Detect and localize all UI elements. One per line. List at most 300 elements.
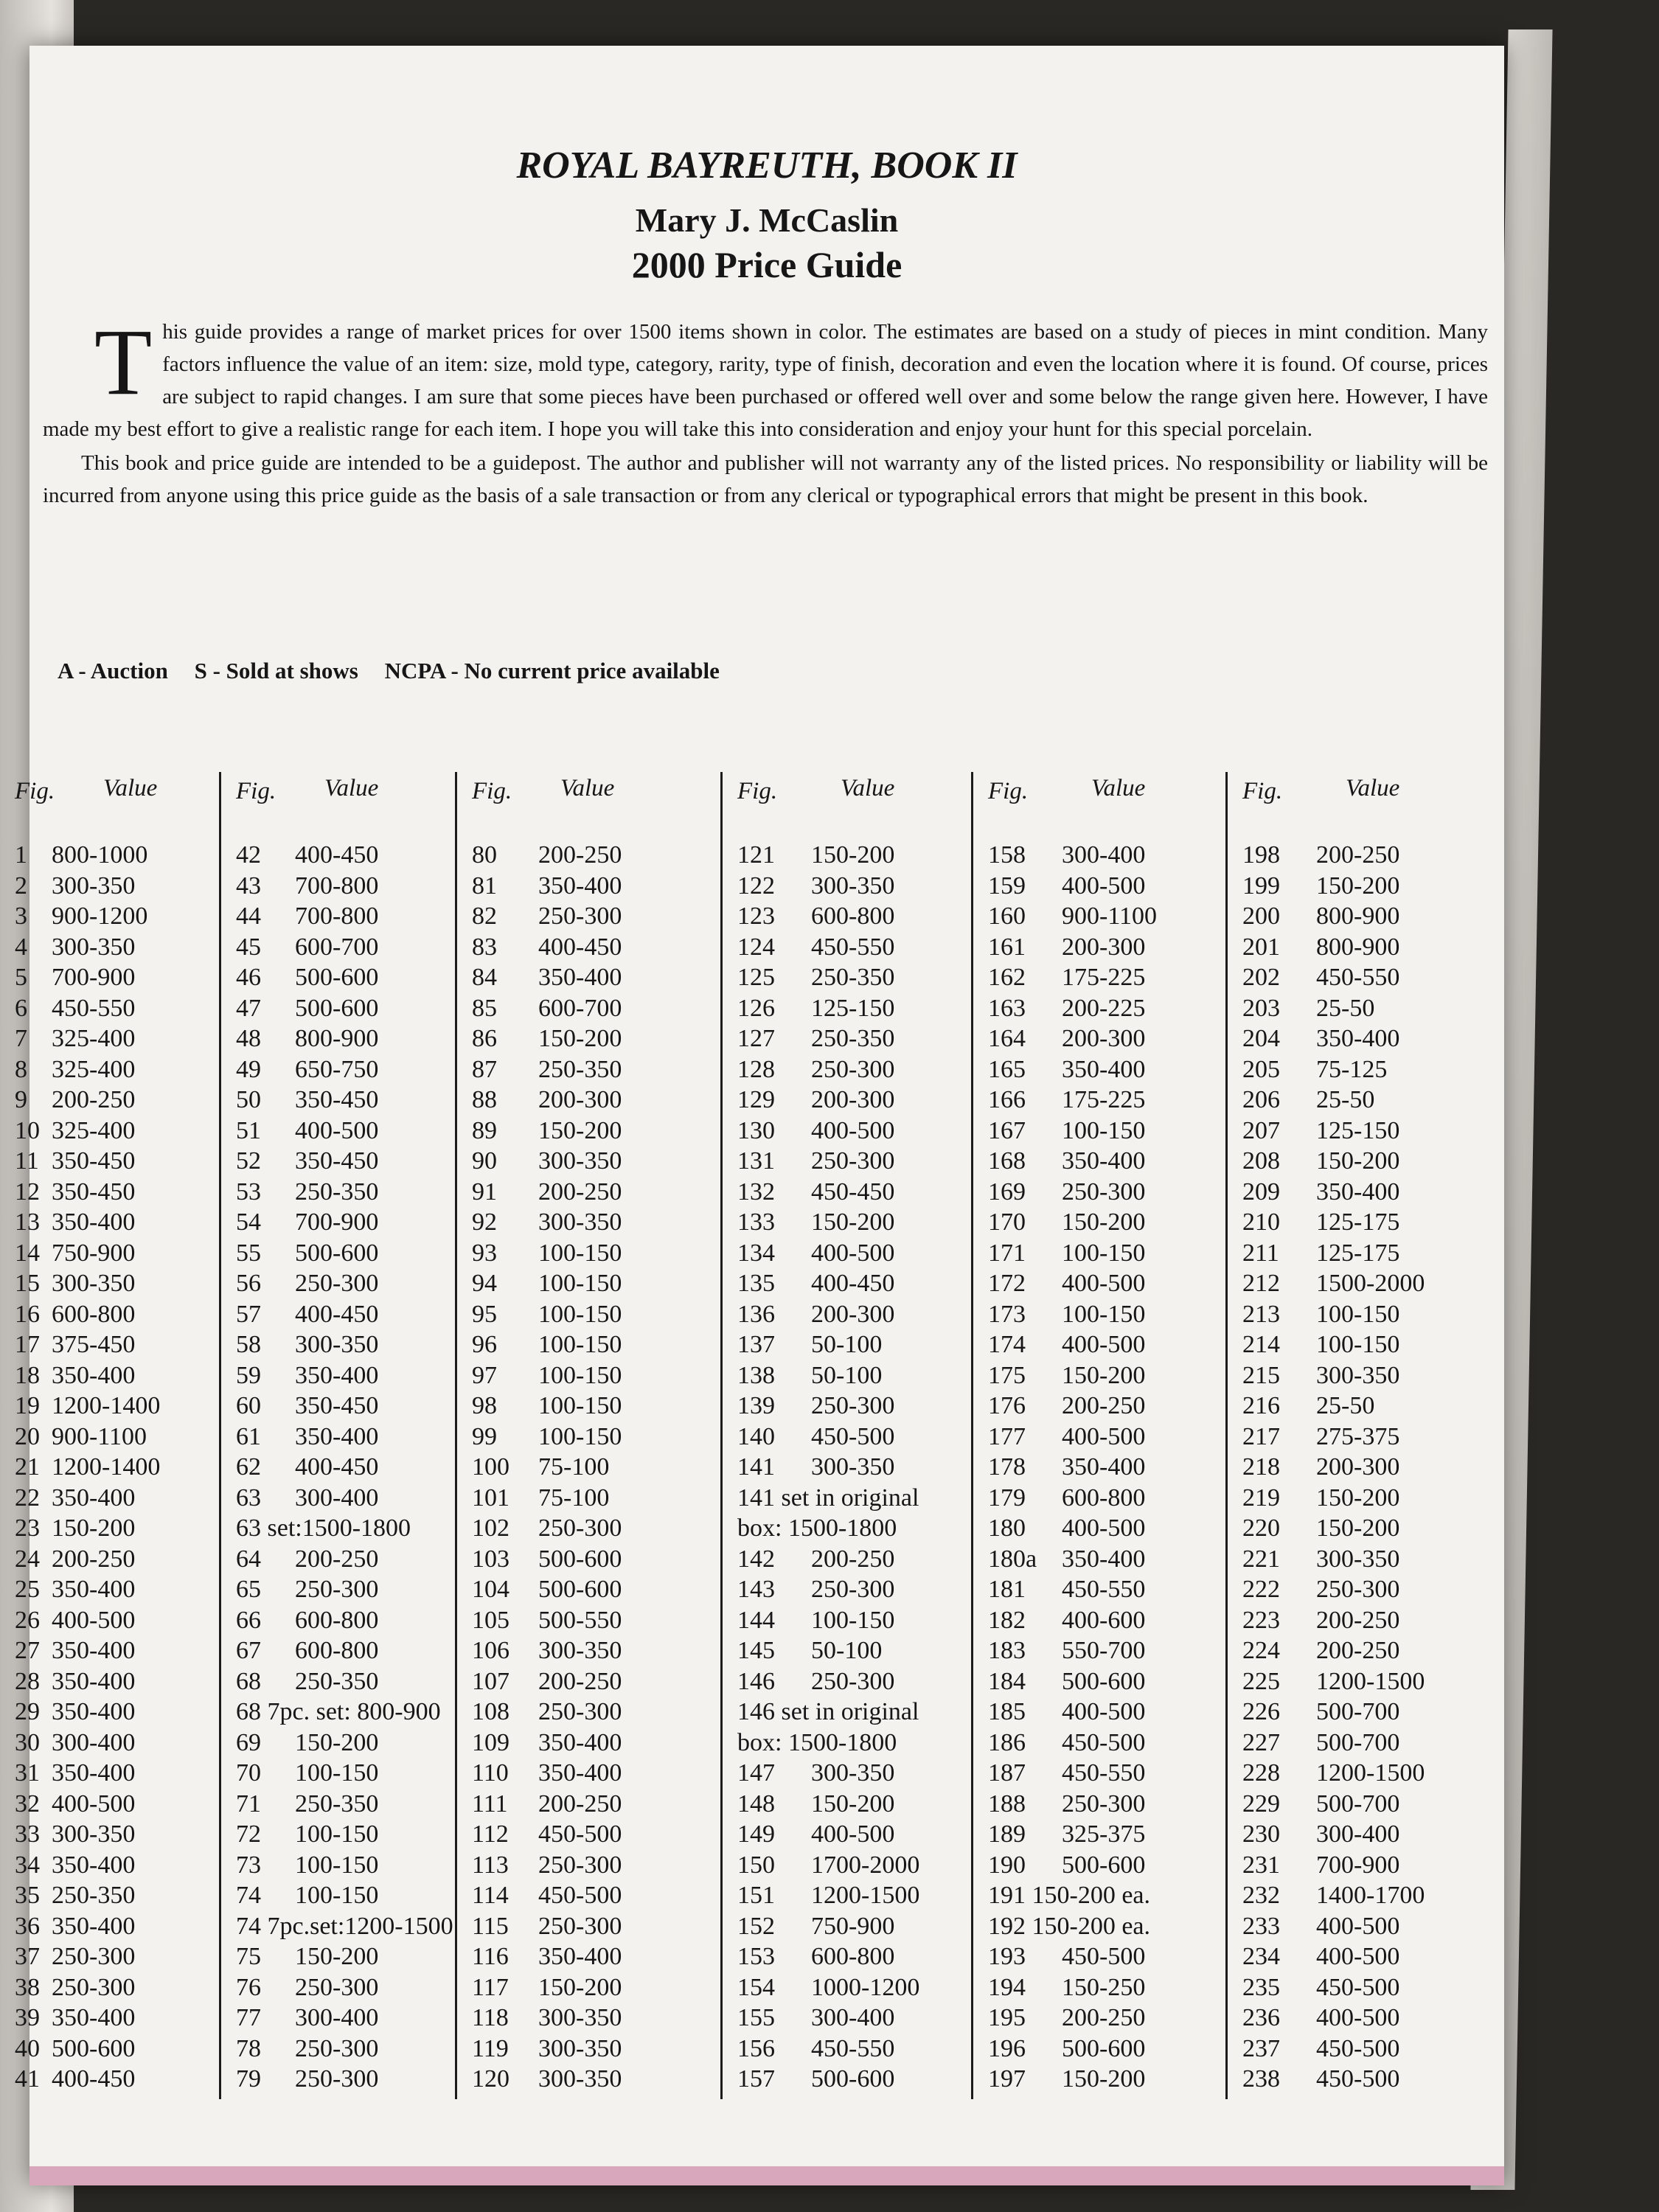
fig-header: Fig. bbox=[737, 778, 778, 804]
price-value: 500-600 bbox=[538, 1576, 622, 1603]
price-value: 1200-1500 bbox=[1316, 1759, 1425, 1787]
fig-number: 180 bbox=[988, 1514, 1026, 1542]
price-value: 1400-1700 bbox=[1316, 1882, 1425, 1909]
fig-number: 64 bbox=[236, 1545, 261, 1573]
fig-number: 97 bbox=[472, 1361, 497, 1389]
table-row bbox=[723, 1207, 973, 1238]
fig-number: 93 bbox=[472, 1239, 497, 1267]
price-value: 450-550 bbox=[1062, 1759, 1146, 1787]
table-row bbox=[723, 1789, 973, 1820]
fig-number: 78 bbox=[236, 2034, 261, 2062]
price-value: 350-400 bbox=[538, 1728, 622, 1756]
table-row bbox=[0, 1880, 221, 1911]
table-row bbox=[973, 901, 1228, 932]
table-row bbox=[221, 993, 457, 1024]
fig-number: 43 bbox=[236, 872, 261, 900]
price-value: 200-250 bbox=[1316, 841, 1400, 869]
price-value: 150-200 bbox=[1062, 2065, 1146, 2093]
fig-number: 172 bbox=[988, 1270, 1026, 1297]
fig-header: Fig. bbox=[988, 778, 1029, 804]
price-value: 450-500 bbox=[1062, 1943, 1146, 1970]
price-value: 350-400 bbox=[538, 872, 622, 900]
price-value: 600-800 bbox=[811, 902, 895, 930]
column-header bbox=[221, 772, 457, 816]
table-row bbox=[0, 1329, 221, 1360]
fig-number: 108 bbox=[472, 1698, 509, 1725]
price-value: 400-600 bbox=[1062, 1606, 1146, 1634]
fig-number: 98 bbox=[472, 1392, 497, 1419]
price-value: 350-400 bbox=[1062, 1055, 1146, 1083]
fig-number: 189 bbox=[988, 1820, 1026, 1848]
table-row bbox=[723, 1972, 973, 2003]
price-value: 350-400 bbox=[1316, 1025, 1400, 1052]
table-row bbox=[973, 1605, 1228, 1636]
fig-number: 130 bbox=[737, 1116, 775, 1144]
price-value: 150-200 bbox=[295, 1943, 379, 1970]
table-row bbox=[973, 1819, 1228, 1850]
fig-number: 94 bbox=[472, 1270, 497, 1297]
fig-number: 182 bbox=[988, 1606, 1026, 1634]
fig-number: 67 bbox=[236, 1637, 261, 1664]
table-row bbox=[723, 1177, 973, 1208]
price-value: 200-250 bbox=[1316, 1606, 1400, 1634]
fig-number: 164 bbox=[988, 1025, 1026, 1052]
table-row bbox=[457, 1268, 723, 1299]
table-row bbox=[723, 1911, 973, 1942]
table-row bbox=[0, 1268, 221, 1299]
fig-number: 197 bbox=[988, 2065, 1026, 2093]
fig-number: 179 bbox=[988, 1484, 1026, 1512]
fig-number: 91 bbox=[472, 1178, 497, 1206]
fig-number: 174 bbox=[988, 1331, 1026, 1358]
fig-header: Fig. bbox=[1242, 778, 1283, 804]
price-value: 350-400 bbox=[295, 1422, 379, 1450]
fig-number: 200 bbox=[1242, 902, 1280, 930]
fig-number: 111 bbox=[472, 1790, 508, 1818]
table-row bbox=[221, 1605, 457, 1636]
table-row bbox=[221, 1116, 457, 1147]
table-row bbox=[723, 1605, 973, 1636]
table-row bbox=[0, 1146, 221, 1177]
table-row bbox=[1228, 1452, 1471, 1483]
table-row bbox=[221, 1422, 457, 1453]
fig-number: 222 bbox=[1242, 1576, 1280, 1603]
fig-number: 41 bbox=[15, 2065, 40, 2093]
price-value: 200-250 bbox=[538, 1667, 622, 1695]
fig-number: 142 bbox=[737, 1545, 775, 1573]
fig-number: 79 bbox=[236, 2065, 261, 2093]
table-row bbox=[973, 1697, 1228, 1728]
price-value: 250-350 bbox=[811, 964, 895, 991]
set-note: 146 set in original bbox=[737, 1698, 919, 1725]
price-value: 200-300 bbox=[1316, 1453, 1400, 1481]
table-row bbox=[973, 1941, 1228, 1972]
fig-number: 139 bbox=[737, 1392, 775, 1419]
set-note: 192 150-200 ea. bbox=[988, 1912, 1151, 1940]
fig-number: 168 bbox=[988, 1147, 1026, 1175]
price-value: 800-900 bbox=[1316, 933, 1400, 961]
price-value: 150-200 bbox=[295, 1728, 379, 1756]
price-value: 250-300 bbox=[811, 1667, 895, 1695]
fig-number: 101 bbox=[472, 1484, 509, 1512]
fig-number: 231 bbox=[1242, 1851, 1280, 1879]
table-row bbox=[221, 871, 457, 902]
fig-number: 203 bbox=[1242, 994, 1280, 1022]
table-row bbox=[0, 1054, 221, 1085]
fig-number: 163 bbox=[988, 994, 1026, 1022]
price-value: 200-300 bbox=[538, 1086, 622, 1113]
price-value: 450-500 bbox=[1316, 2034, 1400, 2062]
price-value: 300-350 bbox=[811, 1759, 895, 1787]
price-value: 200-250 bbox=[1062, 2004, 1146, 2031]
table-row bbox=[457, 1697, 723, 1728]
price-value: 125-175 bbox=[1316, 1208, 1400, 1236]
table-row bbox=[1228, 1329, 1471, 1360]
fig-number: 160 bbox=[988, 902, 1026, 930]
fig-number: 95 bbox=[472, 1300, 497, 1328]
price-value: 200-300 bbox=[1062, 1025, 1146, 1052]
intro-paragraph-1 bbox=[43, 310, 1488, 445]
table-row bbox=[221, 2064, 457, 2095]
price-value: 500-600 bbox=[538, 1545, 622, 1573]
price-value: 450-550 bbox=[52, 994, 136, 1022]
table-row bbox=[221, 1728, 457, 1759]
fig-number: 195 bbox=[988, 2004, 1026, 2031]
price-value: 100-150 bbox=[295, 1851, 379, 1879]
fig-number: 31 bbox=[15, 1759, 40, 1787]
table-row bbox=[221, 1544, 457, 1575]
price-value: 250-300 bbox=[295, 2065, 379, 2093]
fig-number: 206 bbox=[1242, 1086, 1280, 1113]
price-value: 150-200 bbox=[811, 1208, 895, 1236]
table-row bbox=[457, 901, 723, 932]
fig-header: Fig. bbox=[236, 778, 276, 804]
table-row bbox=[1228, 1789, 1471, 1820]
fig-number: 112 bbox=[472, 1820, 509, 1848]
table-row bbox=[723, 1941, 973, 1972]
fig-number: 69 bbox=[236, 1728, 261, 1756]
table-row bbox=[973, 1483, 1228, 1514]
set-note: 74 7pc.set:1200-1500 bbox=[236, 1912, 453, 1940]
price-value: 250-300 bbox=[52, 1943, 136, 1970]
price-value: 400-500 bbox=[811, 1116, 895, 1144]
table-row bbox=[221, 1758, 457, 1789]
table-row bbox=[1228, 1238, 1471, 1269]
table-row bbox=[0, 1941, 221, 1972]
table-row bbox=[973, 962, 1228, 993]
price-value: 350-400 bbox=[52, 1361, 136, 1389]
table-row bbox=[973, 1023, 1228, 1054]
fig-number: 27 bbox=[15, 1637, 40, 1664]
table-row bbox=[457, 1452, 723, 1483]
fig-number: 36 bbox=[15, 1912, 40, 1940]
fig-number: 2 bbox=[15, 872, 27, 900]
fig-number: 117 bbox=[472, 1973, 509, 2001]
price-value: 250-300 bbox=[1062, 1178, 1146, 1206]
table-row bbox=[457, 932, 723, 963]
price-value: 450-550 bbox=[811, 2034, 895, 2062]
price-value: 325-400 bbox=[52, 1025, 136, 1052]
price-value: 250-300 bbox=[295, 1973, 379, 2001]
fig-number: 181 bbox=[988, 1576, 1026, 1603]
price-value: 350-400 bbox=[52, 1698, 136, 1725]
price-value: 250-300 bbox=[538, 1912, 622, 1940]
fig-number: 106 bbox=[472, 1637, 509, 1664]
price-value: 150-200 bbox=[1062, 1361, 1146, 1389]
fig-number: 19 bbox=[15, 1392, 40, 1419]
value-header: Value bbox=[1346, 775, 1400, 801]
price-value: 300-350 bbox=[538, 1637, 622, 1664]
price-value: 450-500 bbox=[1316, 2065, 1400, 2093]
fig-number: 83 bbox=[472, 933, 497, 961]
price-value: 200-250 bbox=[52, 1086, 136, 1113]
fig-number: 184 bbox=[988, 1667, 1026, 1695]
price-value: 500-600 bbox=[1062, 1667, 1146, 1695]
table-row bbox=[723, 1544, 973, 1575]
price-value: 100-150 bbox=[295, 1882, 379, 1909]
fig-number: 25 bbox=[15, 1576, 40, 1603]
fig-number: 88 bbox=[472, 1086, 497, 1113]
price-value: 400-500 bbox=[1062, 872, 1146, 900]
table-row bbox=[1228, 1116, 1471, 1147]
fig-number: 9 bbox=[15, 1086, 27, 1113]
table-row bbox=[457, 1329, 723, 1360]
table-row bbox=[723, 2064, 973, 2095]
price-value: 300-350 bbox=[1316, 1545, 1400, 1573]
column-header bbox=[973, 772, 1228, 816]
table-row bbox=[1228, 932, 1471, 963]
table-row bbox=[723, 2003, 973, 2034]
fig-number: 84 bbox=[472, 964, 497, 991]
price-value: 700-900 bbox=[52, 964, 136, 991]
table-row bbox=[973, 1146, 1228, 1177]
fig-number: 220 bbox=[1242, 1514, 1280, 1542]
price-value: 400-450 bbox=[52, 2065, 136, 2093]
table-row bbox=[1228, 1023, 1471, 1054]
fig-number: 59 bbox=[236, 1361, 261, 1389]
table-row bbox=[973, 1207, 1228, 1238]
price-value: 25-50 bbox=[1316, 1086, 1375, 1113]
set-note: 141 set in original bbox=[737, 1484, 919, 1512]
fig-number: 183 bbox=[988, 1637, 1026, 1664]
price-value: 600-800 bbox=[295, 1637, 379, 1664]
fig-number: 16 bbox=[15, 1300, 40, 1328]
fig-number: 35 bbox=[15, 1882, 40, 1909]
price-value: 350-400 bbox=[52, 1637, 136, 1664]
table-row bbox=[973, 1789, 1228, 1820]
fig-number: 138 bbox=[737, 1361, 775, 1389]
fig-number: 171 bbox=[988, 1239, 1026, 1267]
fig-number: 54 bbox=[236, 1208, 261, 1236]
fig-number: 10 bbox=[15, 1116, 40, 1144]
fig-number: 40 bbox=[15, 2034, 40, 2062]
fig-number: 24 bbox=[15, 1545, 40, 1573]
table-row bbox=[221, 1880, 457, 1911]
fig-number: 47 bbox=[236, 994, 261, 1022]
set-note: 191 150-200 ea. bbox=[988, 1882, 1151, 1909]
price-value: 100-150 bbox=[538, 1331, 622, 1358]
table-row bbox=[1228, 1085, 1471, 1116]
fig-number: 17 bbox=[15, 1331, 40, 1358]
table-row bbox=[1228, 840, 1471, 871]
fig-number: 33 bbox=[15, 1820, 40, 1848]
fig-number: 178 bbox=[988, 1453, 1026, 1481]
table-row bbox=[457, 1238, 723, 1269]
price-value: 400-450 bbox=[538, 933, 622, 961]
price-value: 1200-1500 bbox=[811, 1882, 920, 1909]
table-row bbox=[723, 962, 973, 993]
price-column-2 bbox=[221, 772, 457, 2099]
table-row bbox=[1228, 1422, 1471, 1453]
price-value: 200-300 bbox=[811, 1300, 895, 1328]
fig-number: 205 bbox=[1242, 1055, 1280, 1083]
fig-number: 232 bbox=[1242, 1882, 1280, 1909]
price-value: 250-300 bbox=[295, 1576, 379, 1603]
price-value: 75-125 bbox=[1316, 1055, 1388, 1083]
fig-number: 151 bbox=[737, 1882, 775, 1909]
table-row bbox=[221, 1360, 457, 1391]
table-row bbox=[0, 932, 221, 963]
fig-number: 167 bbox=[988, 1116, 1026, 1144]
price-value: 250-300 bbox=[538, 1514, 622, 1542]
price-value: 500-550 bbox=[538, 1606, 622, 1634]
table-row bbox=[457, 2034, 723, 2065]
table-row bbox=[723, 993, 973, 1024]
fig-number: 185 bbox=[988, 1698, 1026, 1725]
table-row bbox=[1228, 1513, 1471, 1544]
fig-number: 82 bbox=[472, 902, 497, 930]
fig-number: 120 bbox=[472, 2065, 509, 2093]
table-row bbox=[723, 871, 973, 902]
price-value: 1700-2000 bbox=[811, 1851, 920, 1879]
price-value: 100-150 bbox=[1062, 1116, 1146, 1144]
table-row bbox=[0, 1635, 221, 1666]
price-value: 125-150 bbox=[1316, 1116, 1400, 1144]
fig-number: 1 bbox=[15, 841, 27, 869]
price-value: 275-375 bbox=[1316, 1422, 1400, 1450]
price-value: 250-350 bbox=[295, 1178, 379, 1206]
fig-number: 48 bbox=[236, 1025, 261, 1052]
legend-sold-at-shows: S - Sold at shows bbox=[194, 658, 358, 684]
price-value: 600-700 bbox=[295, 933, 379, 961]
table-row bbox=[457, 1789, 723, 1820]
table-row bbox=[973, 1391, 1228, 1422]
table-row bbox=[973, 1758, 1228, 1789]
abbreviation-legend bbox=[58, 658, 1458, 684]
table-row bbox=[221, 1972, 457, 2003]
table-row bbox=[0, 1789, 221, 1820]
fig-number: 37 bbox=[15, 1943, 40, 1970]
fig-number: 234 bbox=[1242, 1943, 1280, 1970]
price-value: 150-200 bbox=[1316, 1484, 1400, 1512]
fig-number: 58 bbox=[236, 1331, 261, 1358]
fig-number: 132 bbox=[737, 1178, 775, 1206]
fig-number: 158 bbox=[988, 841, 1026, 869]
table-row bbox=[0, 993, 221, 1024]
table-row bbox=[0, 1422, 221, 1453]
table-row bbox=[0, 1911, 221, 1942]
fig-number: 39 bbox=[15, 2004, 40, 2031]
fig-number: 209 bbox=[1242, 1178, 1280, 1206]
table-row bbox=[973, 1972, 1228, 2003]
price-value: 200-250 bbox=[538, 1790, 622, 1818]
table-row bbox=[723, 901, 973, 932]
fig-number: 18 bbox=[15, 1361, 40, 1389]
price-value: 100-150 bbox=[295, 1759, 379, 1787]
fig-number: 3 bbox=[15, 902, 27, 930]
set-note: 63 set:1500-1800 bbox=[236, 1514, 411, 1542]
price-value: 300-350 bbox=[811, 872, 895, 900]
table-row bbox=[1228, 1054, 1471, 1085]
value-header: Value bbox=[841, 775, 895, 801]
set-note: 68 7pc. set: 800-900 bbox=[236, 1698, 441, 1725]
fig-number: 237 bbox=[1242, 2034, 1280, 2062]
table-row bbox=[0, 1177, 221, 1208]
price-value: 400-500 bbox=[1316, 2004, 1400, 2031]
fig-number: 85 bbox=[472, 994, 497, 1022]
price-value: 500-600 bbox=[295, 994, 379, 1022]
table-row bbox=[221, 1911, 457, 1942]
table-row bbox=[457, 1819, 723, 1850]
price-value: 300-350 bbox=[52, 1270, 136, 1297]
table-row bbox=[1228, 1911, 1471, 1942]
table-row bbox=[973, 993, 1228, 1024]
price-value: 250-300 bbox=[538, 902, 622, 930]
table-row bbox=[221, 1483, 457, 1514]
price-value: 700-900 bbox=[295, 1208, 379, 1236]
table-row bbox=[457, 1635, 723, 1666]
table-row bbox=[723, 1238, 973, 1269]
fig-number: 201 bbox=[1242, 933, 1280, 961]
table-row bbox=[0, 1023, 221, 1054]
table-row bbox=[221, 1177, 457, 1208]
price-value: 350-400 bbox=[52, 1208, 136, 1236]
price-value: 200-225 bbox=[1062, 994, 1146, 1022]
fig-number: 46 bbox=[236, 964, 261, 991]
price-value: 400-450 bbox=[295, 1300, 379, 1328]
table-row bbox=[221, 1452, 457, 1483]
price-value: 75-100 bbox=[538, 1484, 610, 1512]
fig-number: 159 bbox=[988, 872, 1026, 900]
table-row bbox=[221, 901, 457, 932]
table-row bbox=[973, 1299, 1228, 1330]
fig-number: 30 bbox=[15, 1728, 40, 1756]
price-value: 350-400 bbox=[538, 1943, 622, 1970]
price-value: 500-600 bbox=[295, 964, 379, 991]
price-value: 100-150 bbox=[1062, 1239, 1146, 1267]
price-value: 250-300 bbox=[538, 1698, 622, 1725]
price-value: 50-100 bbox=[811, 1331, 883, 1358]
price-value: 450-500 bbox=[1062, 1728, 1146, 1756]
price-value: 450-500 bbox=[538, 1820, 622, 1848]
fig-number: 150 bbox=[737, 1851, 775, 1879]
price-value: 250-300 bbox=[295, 1270, 379, 1297]
fig-number: 90 bbox=[472, 1147, 497, 1175]
table-row bbox=[1228, 1758, 1471, 1789]
price-value: 350-400 bbox=[1062, 1453, 1146, 1481]
table-row bbox=[457, 1207, 723, 1238]
fig-number: 86 bbox=[472, 1025, 497, 1052]
intro-paragraph-1-text: his guide provides a range of market prices for over 1500 items shown in color. The estimates are based on a study of pieces in mint condition. Many factors influence the value of an item: size, mold type, category, rarity, type of finish, decoration and even the location where it is found. Of course, prices are subject to rapid changes. I am sure that some pieces have been purchased or offered well over and some below the range given here. However, I have made my best effort to give a realistic range for each item. I hope you will take this into consideration and enjoy your hunt for this special porcelain. bbox=[43, 320, 1488, 441]
fig-number: 140 bbox=[737, 1422, 775, 1450]
table-row bbox=[723, 1483, 973, 1514]
table-row bbox=[457, 1513, 723, 1544]
table-row bbox=[1228, 1360, 1471, 1391]
fig-number: 66 bbox=[236, 1606, 261, 1634]
value-header: Value bbox=[324, 775, 379, 801]
table-row bbox=[0, 1391, 221, 1422]
fig-number: 217 bbox=[1242, 1422, 1280, 1450]
